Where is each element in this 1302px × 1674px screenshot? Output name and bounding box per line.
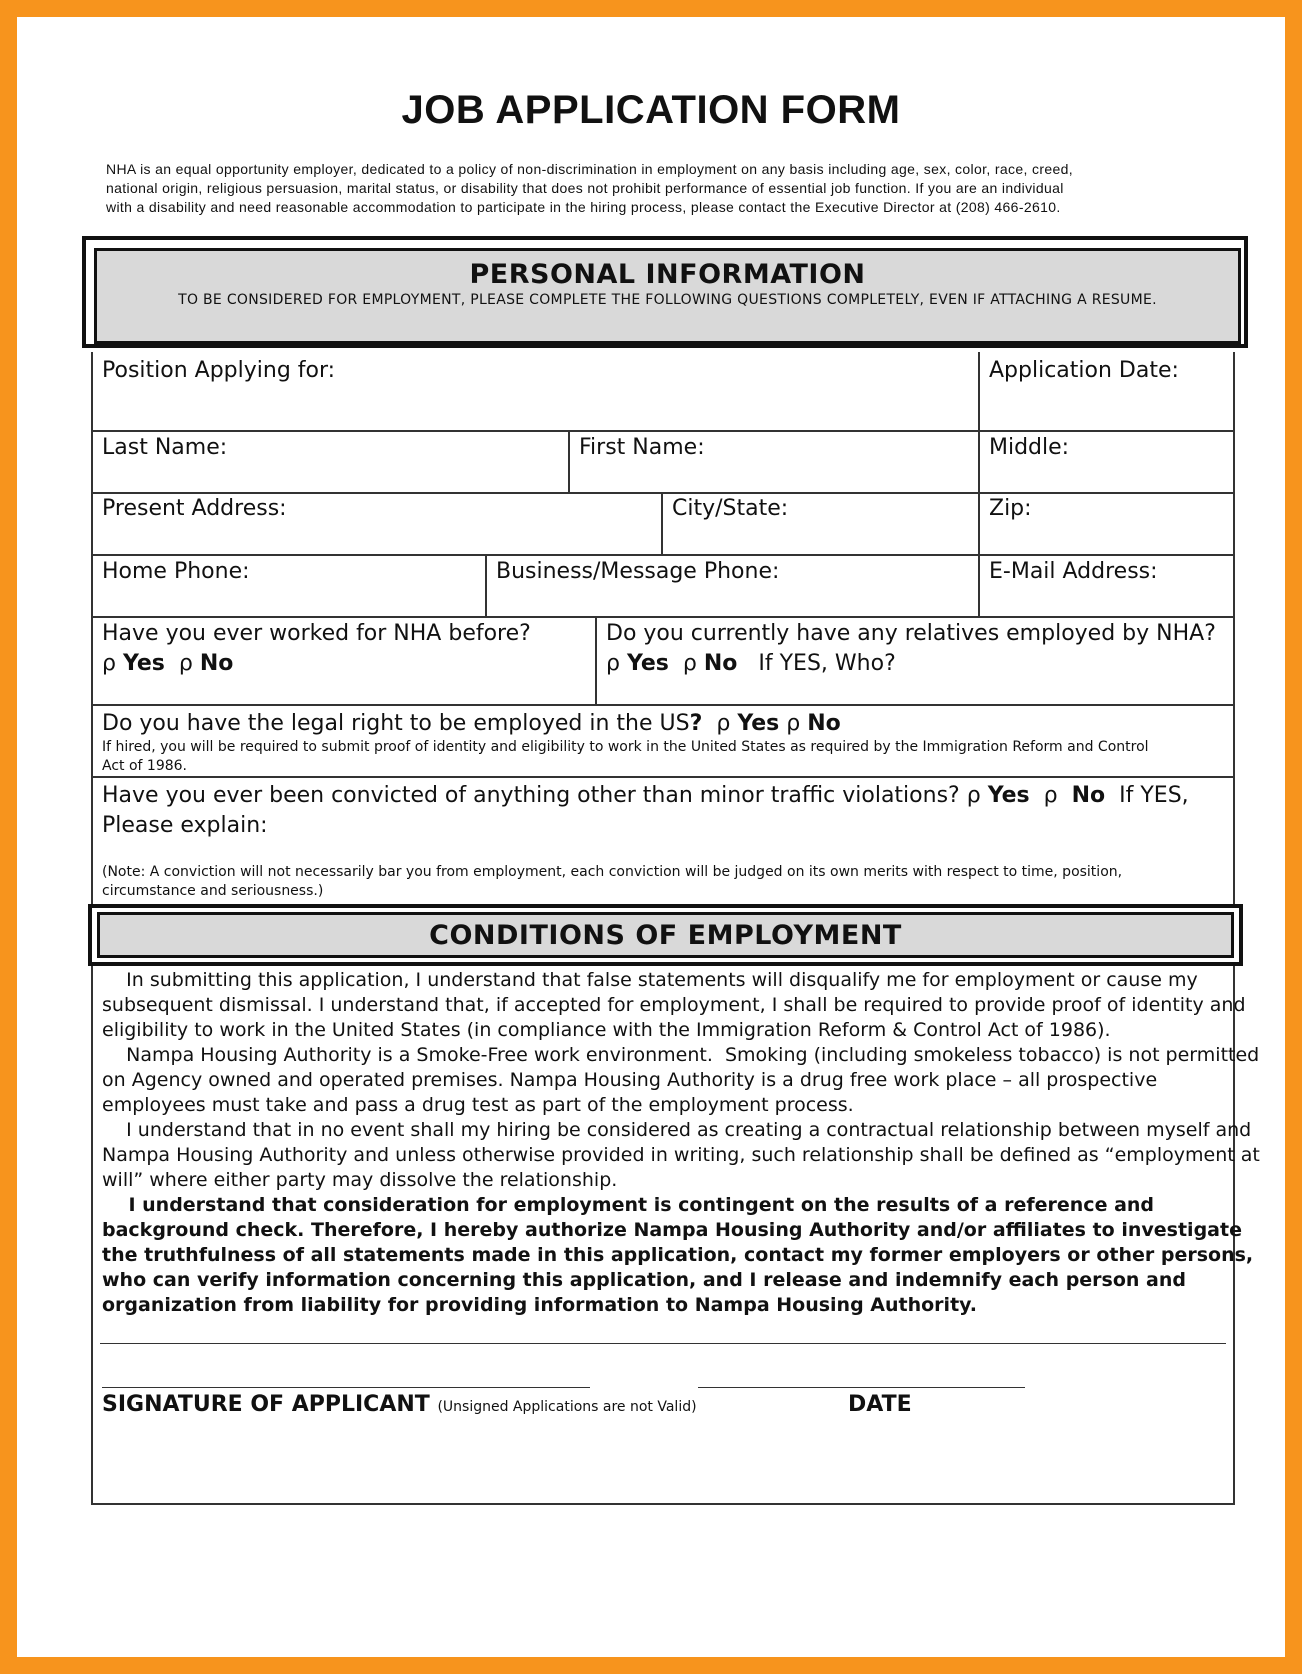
bullet-icon[interactable]: ρ (682, 651, 697, 676)
equal-opportunity-statement (106, 160, 1216, 217)
convicted-text: Have you ever been convicted of anything other than minor traffic violations? (102, 783, 960, 808)
please-explain-field[interactable]: Please explain: (102, 813, 268, 838)
worked-for-nha-options (102, 651, 233, 676)
position-applying-field[interactable]: Position Applying for: (102, 358, 336, 383)
application-date-field[interactable]: Application Date: (989, 358, 1179, 383)
conditions-line: employees must take and pass a drug test as part of the employment process. (102, 1094, 854, 1116)
bullet-icon[interactable]: ρ (102, 651, 116, 676)
no-option[interactable]: No (1071, 783, 1106, 808)
row-divider (91, 616, 1235, 618)
bullet-icon[interactable]: ρ (966, 783, 981, 808)
question-mark: ? (689, 711, 703, 736)
bullet-icon[interactable]: ρ (716, 711, 731, 736)
signature-line[interactable] (102, 1387, 590, 1388)
personal-info-heading: PERSONAL INFORMATION (469, 259, 866, 290)
column-divider (595, 616, 597, 704)
email-address-field[interactable]: E-Mail Address: (989, 559, 1158, 584)
column-divider (661, 492, 663, 554)
first-name-field[interactable]: First Name: (579, 435, 705, 460)
authorization-line: organization from liability for providing information to Nampa Housing Authority. (102, 1294, 978, 1316)
convicted-question (102, 783, 1189, 808)
signature-of-applicant: SIGNATURE OF APPLICANT (102, 1392, 430, 1417)
note-line: circumstance and seriousness.) (102, 883, 324, 899)
legal-right-text: Do you have the legal right to be employed in the US (102, 711, 690, 736)
legal-right-note (102, 738, 1149, 776)
conditions-line: In submitting this application, I understand that false statements will disqualify me for employment or cause my (102, 969, 1198, 991)
conditions-text (102, 968, 1260, 1318)
worked-for-nha-question: Have you ever worked for NHA before? (102, 621, 531, 646)
no-option[interactable]: No (199, 651, 234, 676)
intro-line: NHA is an equal opportunity employer, dedicated to a policy of non-discrimination in employment on any basis including age, sex, color, race, creed, (106, 161, 1073, 177)
if-yes-who-label: If YES, Who? (758, 651, 896, 676)
conviction-note (102, 863, 1122, 901)
bullet-icon[interactable]: ρ (1043, 783, 1058, 808)
bullet-icon[interactable]: ρ (178, 651, 193, 676)
row-divider (91, 776, 1235, 778)
authorization-line: I understand that consideration for employment is contingent on the results of a reference and (102, 1194, 1155, 1216)
conditions-line: will” where either party may dissolve the relationship. (102, 1169, 618, 1191)
legal-right-question (102, 711, 841, 736)
table-right-border (1233, 352, 1235, 904)
conditions-line: on Agency owned and operated premises. Nampa Housing Authority is a drug free work place – all prospective (102, 1069, 1158, 1091)
zip-field[interactable]: Zip: (989, 496, 1032, 521)
business-phone-field[interactable]: Business/Message Phone: (496, 559, 780, 584)
middle-name-field[interactable]: Middle: (989, 435, 1070, 460)
authorization-line: background check. Therefore, I hereby authorize Nampa Housing Authority and/or affiliates to investigate (102, 1219, 1242, 1241)
intro-line: with a disability and need reasonable accommodation to participate in the hiring process, please contact the Executive Director at (208) 466-2610. (106, 199, 1061, 215)
conditions-line: I understand that in no event shall my hiring be considered as creating a contractual relationship between myself and (102, 1119, 1252, 1141)
no-option[interactable]: No (807, 711, 841, 736)
conditions-header (97, 912, 1234, 958)
intro-line: national origin, religious persuasion, marital status, or disability that does not prohibit performance of essential job function. If you are an individual (106, 180, 1064, 196)
last-name-field[interactable]: Last Name: (102, 435, 228, 460)
conditions-line: eligibility to work in the United States (in compliance with the Immigration Reform & Control Act of 1986). (102, 1019, 1111, 1041)
conditions-line: Nampa Housing Authority and unless otherwise provided in writing, such relationship shall be defined as “employment at (102, 1144, 1260, 1166)
note-line: If hired, you will be required to submit proof of identity and eligibility to work in the United States as required by the Immigration Reform and Control (102, 739, 1149, 755)
conditions-line: Nampa Housing Authority is a Smoke-Free work environment. Smoking (including smokeless tobacco) is not permitted (102, 1044, 1260, 1066)
authorization-line: who can verify information concerning this application, and I release and indemnify each person and (102, 1269, 1187, 1291)
city-state-field[interactable]: City/State: (672, 496, 789, 521)
home-phone-field[interactable]: Home Phone: (102, 559, 250, 584)
column-divider (485, 554, 487, 616)
bullet-icon[interactable]: ρ (786, 711, 801, 736)
personal-info-header (94, 248, 1241, 344)
row-divider (91, 554, 1235, 556)
date-line[interactable] (698, 1387, 1025, 1388)
yes-option[interactable]: Yes (737, 711, 780, 736)
unsigned-note: (Unsigned Applications are not Valid) (437, 1399, 697, 1415)
no-option[interactable]: No (703, 651, 738, 676)
present-address-field[interactable]: Present Address: (102, 496, 287, 521)
form-title: JOB APPLICATION FORM (401, 88, 901, 132)
column-divider (568, 430, 570, 492)
relatives-question: Do you currently have any relatives employed by NHA? (606, 621, 1216, 646)
date-label: DATE (848, 1392, 912, 1417)
table-bottom-border (91, 1503, 1235, 1505)
note-line: (Note: A conviction will not necessarily bar you from employment, each conviction will be judged on its own merits with respect to time, position, (102, 864, 1123, 880)
personal-info-subheading: TO BE CONSIDERED FOR EMPLOYMENT, PLEASE COMPLETE THE FOLLOWING QUESTIONS COMPLETELY, EVEN IF ATTACHING A RESUME. (178, 292, 1157, 308)
conditions-heading: CONDITIONS OF EMPLOYMENT (429, 920, 902, 951)
yes-option[interactable]: Yes (987, 783, 1030, 808)
if-yes-label: If YES, (1119, 783, 1189, 808)
column-divider (978, 352, 980, 616)
signature-label (102, 1392, 697, 1417)
authorization-line: the truthfulness of all statements made in this application, contact my former employers or other persons, (102, 1244, 1254, 1266)
note-line: Act of 1986. (102, 758, 187, 774)
relatives-options (606, 651, 896, 676)
separator-line (100, 1343, 1226, 1344)
row-divider (91, 430, 1235, 432)
yes-option[interactable]: Yes (122, 651, 165, 676)
row-divider (91, 492, 1235, 494)
table-left-border (91, 966, 93, 1504)
yes-option[interactable]: Yes (626, 651, 669, 676)
bullet-icon[interactable]: ρ (606, 651, 620, 676)
conditions-line: subsequent dismissal. I understand that, if accepted for employment, I shall be required to provide proof of identity and (102, 994, 1246, 1016)
table-left-border (91, 352, 93, 904)
row-divider (91, 704, 1235, 706)
